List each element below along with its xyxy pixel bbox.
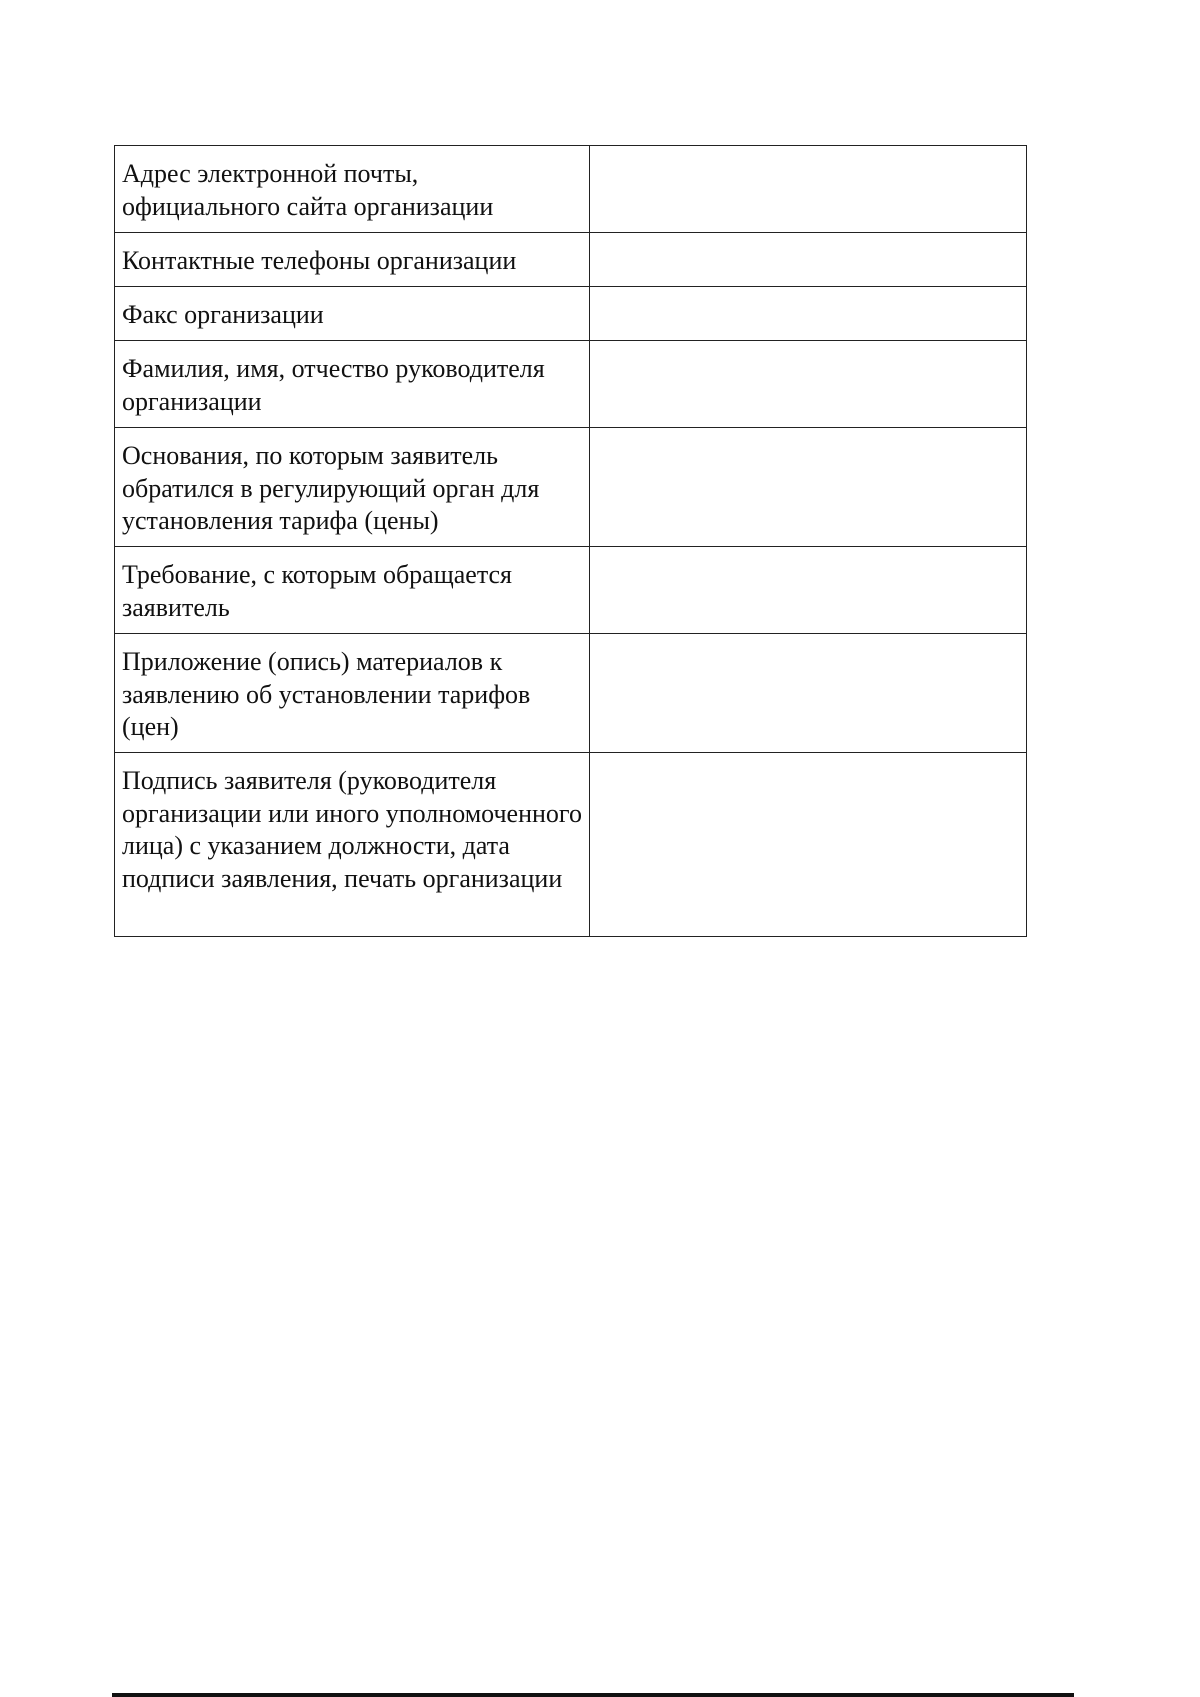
table-row xyxy=(115,547,1027,634)
table-row xyxy=(115,428,1027,547)
field-value-requirement[interactable] xyxy=(590,547,1027,634)
field-value-email-website[interactable] xyxy=(590,146,1027,233)
field-label-requirement: Требование, с которым обращается заявитель xyxy=(115,547,590,634)
field-label-director-name: Фамилия, имя, отчество руководителя организации xyxy=(115,341,590,428)
table-row xyxy=(115,287,1027,341)
field-label-email-website: Адрес электронной почты, официального сайта организации xyxy=(115,146,590,233)
field-label-phones: Контактные телефоны организации xyxy=(115,233,590,287)
table-row xyxy=(115,146,1027,233)
field-value-director-name[interactable] xyxy=(590,341,1027,428)
field-value-grounds[interactable] xyxy=(590,428,1027,547)
field-label-signature: Подпись заявителя (руководителя организации или иного уполномоченного лица) с указанием должности, дата подписи заявления, печать организации xyxy=(115,753,590,937)
application-form-table xyxy=(114,145,1027,937)
field-value-signature[interactable] xyxy=(590,753,1027,937)
field-label-fax: Факс организации xyxy=(115,287,590,341)
field-value-fax[interactable] xyxy=(590,287,1027,341)
table-row xyxy=(115,634,1027,753)
page-bottom-rule xyxy=(112,1693,1074,1697)
field-label-attachments: Приложение (опись) материалов к заявлению об установлении тарифов (цен) xyxy=(115,634,590,753)
field-label-grounds: Основания, по которым заявитель обратился в регулирующий орган для установления тарифа (цены) xyxy=(115,428,590,547)
field-value-phones[interactable] xyxy=(590,233,1027,287)
table-row xyxy=(115,233,1027,287)
table-row xyxy=(115,753,1027,937)
table-row xyxy=(115,341,1027,428)
field-value-attachments[interactable] xyxy=(590,634,1027,753)
